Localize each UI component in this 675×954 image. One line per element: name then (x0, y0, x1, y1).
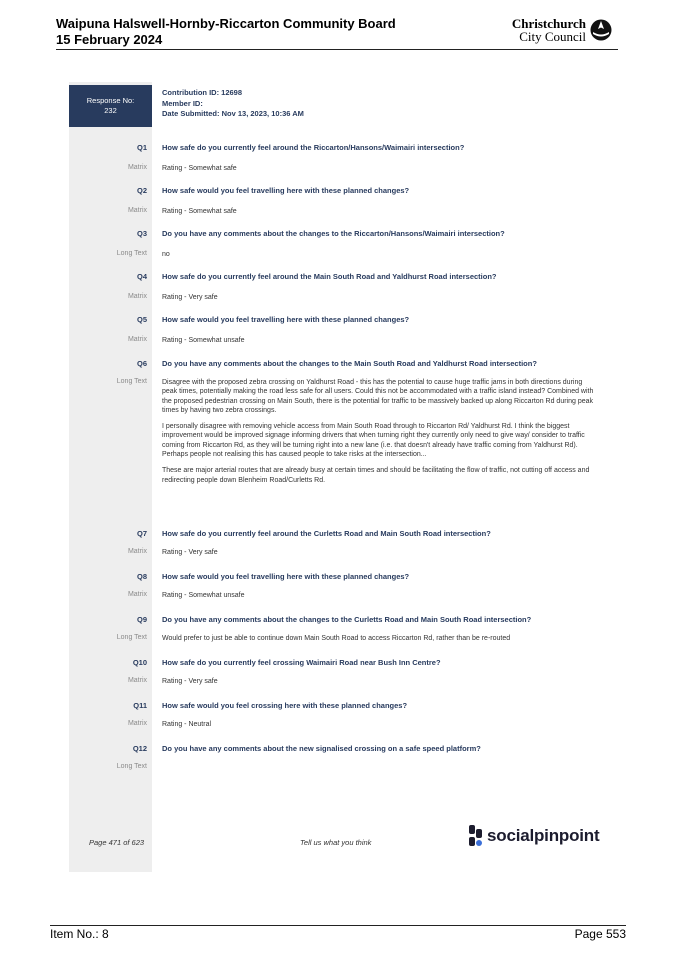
question-number: Q5 (136, 315, 147, 324)
answer-text: Would prefer to just be able to continue down Main South Road to access Riccarton Rd, rather than be re-routed (162, 635, 511, 642)
answer-type: Long Text (116, 634, 147, 641)
question-number: Q1 (136, 143, 147, 152)
question-text: Do you have any comments about the changes to the Riccarton/Hansons/Waimairi intersection? (162, 229, 505, 238)
question-number: Q12 (132, 744, 147, 753)
question-text: How safe do you currently feel around the Curletts Road and Main South Road intersection? (162, 529, 491, 538)
answer-paragraph: I personally disagree with removing vehicle access from Main South Road through to Riccarton Rd/ Yaldhurst Rd. I think the biggest improvement would be improved signage informing drivers that when turning right they currently only need to give way/ consider to traffic coming from Riccarton Rd, as they will be turning right into a new lane (i.e. that doesn't already have traffic coming from Yaldhurst Rd). Perhaps people not realising this has caused people to take risks at the intersection... (162, 423, 585, 459)
question-text: Do you have any comments about the changes to the Curletts Road and Main South Road intersection? (162, 615, 532, 624)
question-number: Q2 (136, 186, 147, 195)
question-text: How safe do you currently feel crossing Waimairi Road near Bush Inn Centre? (162, 658, 441, 667)
answer-text: Rating - Somewhat unsafe (162, 337, 245, 344)
response-number-badge (69, 85, 152, 127)
question-text: How safe do you currently feel around the Main South Road and Yaldhurst Road intersection? (162, 272, 497, 281)
contribution-id: 12698 (221, 88, 243, 97)
date-label: Date Submitted: (162, 109, 220, 118)
answer-paragraph: These are major arterial routes that are already busy at certain times and should be facilitating the flow of traffic, not cutting off access and redirecting people down Blenheim Road/Curletts Rd. (162, 467, 590, 484)
answer-type: Matrix (127, 164, 147, 171)
badge-label: Response No: (86, 96, 135, 105)
meeting-date: 15 February 2024 (56, 32, 163, 47)
question-number: Q4 (136, 272, 147, 281)
report-tagline: Tell us what you think (300, 838, 372, 847)
answer-text: no (162, 251, 170, 258)
question-number: Q9 (136, 615, 147, 624)
logo-line-2: City Council (519, 29, 586, 44)
member-label: Member ID: (162, 98, 203, 108)
socialpinpoint-logo (469, 825, 599, 847)
question-text: How safe do you currently feel around the Riccarton/Hansons/Waimairi intersection? (162, 143, 465, 152)
question-text: How safe would you feel crossing here with these planned changes? (162, 701, 408, 710)
question-number: Q6 (136, 359, 147, 368)
answer-text (162, 378, 594, 492)
item-number: Item No.: 8 (50, 927, 109, 941)
answer-type: Long Text (116, 378, 147, 385)
report-left-column (69, 82, 152, 872)
answer-type: Matrix (127, 591, 147, 598)
question-text: Do you have any comments about the new signalised crossing on a safe speed platform? (162, 744, 481, 753)
answer-type: Matrix (127, 293, 147, 300)
badge-number: 232 (104, 106, 117, 115)
answer-text: Rating - Neutral (162, 721, 212, 728)
report-page-number: Page 471 of 623 (89, 838, 145, 847)
answer-type: Matrix (127, 677, 147, 684)
page-header (56, 16, 618, 50)
contribution-label: Contribution ID: (162, 88, 220, 97)
answer-type: Long Text (116, 763, 147, 770)
answer-type: Matrix (127, 207, 147, 214)
answer-type: Matrix (127, 336, 147, 343)
answer-type: Matrix (127, 720, 147, 727)
answer-text: Rating - Very safe (162, 294, 218, 301)
report-footer (69, 822, 607, 862)
answer-type: Matrix (127, 548, 147, 555)
question-number: Q11 (133, 701, 147, 710)
response-report (69, 82, 607, 872)
answer-text: Rating - Somewhat safe (162, 165, 237, 172)
answer-text: Rating - Somewhat safe (162, 208, 237, 215)
board-name: Waipuna Halswell-Hornby-Riccarton Community Board (56, 16, 396, 31)
socialpinpoint-mark-icon (469, 825, 483, 847)
date-submitted: Nov 13, 2023, 10:36 AM (221, 109, 304, 118)
answer-text: Rating - Somewhat unsafe (162, 592, 245, 599)
page-number: Page 553 (574, 927, 626, 941)
socialpinpoint-wordmark: socialpinpoint (487, 826, 600, 845)
answer-paragraph: Disagree with the proposed zebra crossing on Yaldhurst Road - this has the potential to cause huge traffic jams in both directions during peak times, potentially making the road less safe for all users. Could this not be accommodated with a traffic island instead? Combined with the proposed pedestrian crossing on Main South, there is the potential for traffic to be massively backed up along Riccarton Rd during peak times by having two zebra crossings. (162, 379, 594, 414)
council-emblem-icon (590, 19, 612, 41)
question-number: Q8 (136, 572, 147, 581)
logo-line-1: Christchurch (511, 16, 586, 31)
question-text: How safe would you feel travelling here with these planned changes? (162, 186, 410, 195)
question-number: Q3 (136, 229, 147, 238)
response-meta (162, 88, 304, 120)
question-text: How safe would you feel travelling here with these planned changes? (162, 315, 410, 324)
christchurch-city-council-logo (512, 17, 612, 43)
answer-type: Long Text (116, 250, 147, 257)
question-number: Q7 (136, 529, 147, 538)
answer-text: Rating - Very safe (162, 549, 218, 556)
page-footer (50, 925, 626, 941)
question-text: How safe would you feel travelling here with these planned changes? (162, 572, 410, 581)
question-number: Q10 (132, 658, 147, 667)
answer-text: Rating - Very safe (162, 678, 218, 685)
question-text: Do you have any comments about the changes to the Main South Road and Yaldhurst Road intersection? (162, 359, 537, 368)
